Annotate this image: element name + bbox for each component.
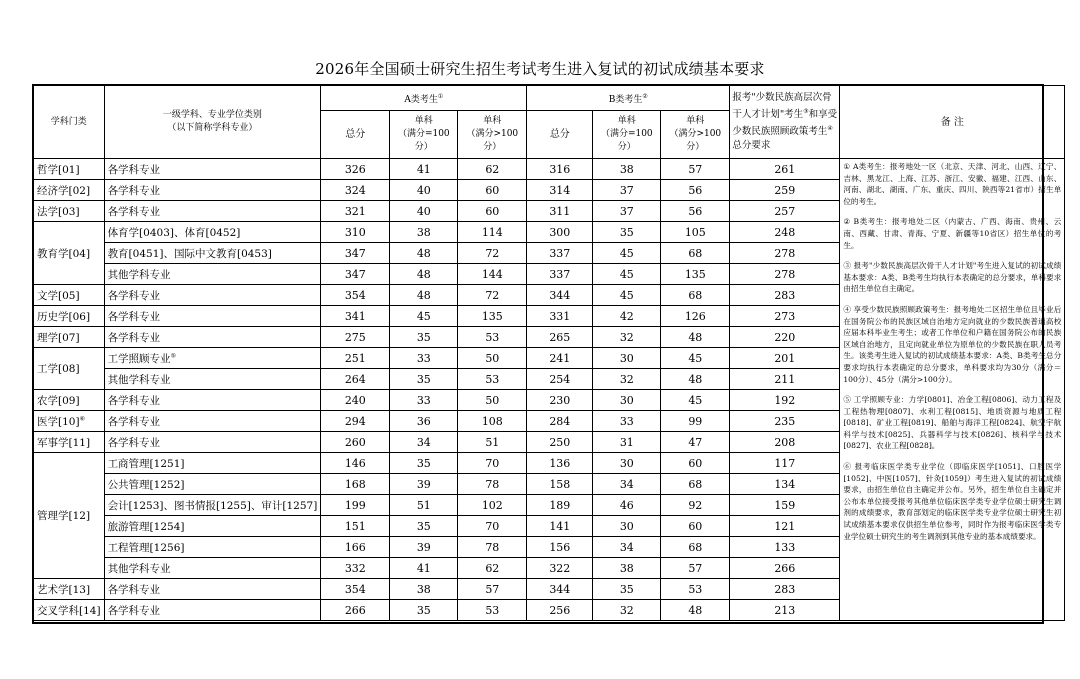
b-total-cell: 250 — [527, 432, 593, 453]
minority-total-cell: 273 — [730, 306, 840, 327]
b-total-cell: 344 — [527, 579, 593, 600]
category-cell — [34, 390, 105, 411]
major-cell — [104, 390, 321, 411]
b-single2-cell: 57 — [661, 159, 730, 180]
b-total-cell: 230 — [527, 390, 593, 411]
remark-note: ⑥ 报考临床医学类专业学位（即临床医学[1051]、口腔医学[1052]、中医[1057]、针灸[1059]）考生进入复试的初试成绩要求，由招生单位自主确定并公布。另外，招生单位自主确定并公布本单位接受报考其他单位临床医学类专业学位硕士研究生调剂的成绩要求，教育部划定的临床医学类专业学位硕士研究生初试成绩基本要求仅供招生单位参考，同时作为报考临床医学类专业学位硕士研究生的考生调剂到其他专业的基本成绩要求。 — [843, 462, 1062, 541]
major-cell — [104, 558, 321, 579]
major-cell — [104, 537, 321, 558]
b-single2-cell: 56 — [661, 180, 730, 201]
major-cell — [104, 180, 321, 201]
header-category: 学科门类 — [34, 86, 105, 159]
a-single-cell: 38 — [390, 579, 458, 600]
a-single-cell: 35 — [390, 453, 458, 474]
category-cell — [34, 306, 105, 327]
major-cell — [104, 348, 321, 369]
a-single-cell: 41 — [390, 558, 458, 579]
a-single-cell: 48 — [390, 243, 458, 264]
minority-total-cell: 208 — [730, 432, 840, 453]
b-single-cell: 32 — [593, 327, 661, 348]
major-label: 各学科专业 — [107, 184, 161, 197]
header-a-single — [390, 111, 458, 159]
minority-total-cell: 259 — [730, 180, 840, 201]
category-label: 文学[05] — [37, 289, 80, 302]
a-single2-cell: 72 — [458, 285, 527, 306]
minority-total-cell: 134 — [730, 474, 840, 495]
b-single2-line1: 单科 — [686, 116, 705, 126]
a-single-cell: 45 — [390, 306, 458, 327]
category-label: 经济学[02] — [37, 184, 91, 197]
b-single-cell: 35 — [593, 222, 661, 243]
remark-note: ④ 享受少数民族照顾政策考生：报考地处二区招生单位且毕业后在国务院公布的民族区域自治地方定向就业的少数民族普通高校应届本科毕业生考生；或者工作单位和户籍在国务院公布的民族区域自治地方，且定向就业单位为原单位的少数民族在职人员考生。该类考生进入复试的初试成绩基本要求：A类、B类考生总分要求均执行本表确定的总分要求，单科要求均为30分（满分＝100分）、45分（满分>100分）。 — [843, 304, 1062, 384]
b-single-cell: 38 — [593, 159, 661, 180]
minority-total-cell: 121 — [730, 516, 840, 537]
category-label: 工学[08] — [37, 363, 80, 375]
b-single2-cell: 126 — [661, 306, 730, 327]
b-single-cell: 45 — [593, 243, 661, 264]
minority-text-1: 报考"少数民族高层次骨干人才计划"考生 — [732, 91, 832, 120]
a-single2-cell: 51 — [458, 432, 527, 453]
b-single-line1: 单科 — [617, 116, 636, 126]
category-label: 哲学[01] — [37, 163, 80, 176]
major-label: 工商管理[1251] — [107, 457, 185, 470]
a-single2-cell: 144 — [458, 264, 527, 285]
b-total-cell: 284 — [527, 411, 593, 432]
major-cell — [104, 516, 321, 537]
category-cell — [34, 327, 105, 348]
header-remarks: 备 注 — [840, 86, 1065, 159]
a-total-cell: 341 — [321, 306, 390, 327]
group-a-label: A类考生 — [404, 94, 438, 105]
b-total-cell: 141 — [527, 516, 593, 537]
b-single-cell: 31 — [593, 432, 661, 453]
header-group-a — [321, 86, 527, 111]
b-single2-cell: 48 — [661, 327, 730, 348]
b-single2-line2: （满分>100分） — [669, 129, 722, 152]
a-single-cell: 33 — [390, 348, 458, 369]
b-single-line2: （满分=100分） — [600, 129, 653, 152]
b-single2-cell: 57 — [661, 558, 730, 579]
major-cell — [104, 600, 321, 621]
major-cell — [104, 264, 321, 285]
category-label: 法学[03] — [37, 205, 80, 218]
remark-note: ⑤ 工学照顾专业：力学[0801]、冶金工程[0806]、动力工程及工程热物理[0807]、水利工程[0815]、地质资源与地质工程[0818]、矿业工程[0819]、船舶与海洋工程[0824]、航空宇航科学与技术[0825]、兵器科学与技术[0826]、核科学与技术[0827]、农业工程[0828]。 — [843, 395, 1062, 451]
a-total-cell: 166 — [321, 537, 390, 558]
major-label: 各学科专业 — [107, 205, 161, 218]
category-label: 医学[10] — [37, 415, 80, 428]
b-single-cell: 33 — [593, 411, 661, 432]
header-b-single2 — [661, 111, 730, 159]
category-sup: ⑥ — [79, 415, 85, 422]
major-cell — [104, 306, 321, 327]
a-total-cell: 354 — [321, 579, 390, 600]
a-single-cell: 40 — [390, 201, 458, 222]
a-single2-cell: 53 — [458, 327, 527, 348]
b-single2-cell: 68 — [661, 285, 730, 306]
a-total-cell: 275 — [321, 327, 390, 348]
major-label: 各学科专业 — [107, 436, 161, 449]
a-single-cell: 51 — [390, 495, 458, 516]
b-total-cell: 344 — [527, 285, 593, 306]
major-cell — [104, 327, 321, 348]
header-discipline — [104, 86, 321, 159]
header-discipline-line2: （以下简称学科专业） — [167, 123, 258, 133]
b-single-cell: 42 — [593, 306, 661, 327]
a-total-cell: 199 — [321, 495, 390, 516]
b-single-cell: 32 — [593, 369, 661, 390]
major-cell — [104, 285, 321, 306]
b-total-cell: 337 — [527, 243, 593, 264]
a-single-cell: 39 — [390, 474, 458, 495]
major-label: 公共管理[1252] — [107, 478, 185, 491]
b-total-cell: 241 — [527, 348, 593, 369]
a-single2-cell: 114 — [458, 222, 527, 243]
major-label: 其他学科专业 — [107, 373, 171, 386]
a-single2-cell: 50 — [458, 348, 527, 369]
major-cell — [104, 243, 321, 264]
category-label: 教育学[04] — [37, 247, 91, 260]
a-single-cell: 35 — [390, 516, 458, 537]
a-single2-cell: 78 — [458, 537, 527, 558]
category-label: 理学[07] — [37, 331, 80, 344]
a-total-cell: 332 — [321, 558, 390, 579]
major-label: 各学科专业 — [107, 583, 161, 596]
major-cell — [104, 411, 321, 432]
category-cell — [34, 201, 105, 222]
a-total-cell: 354 — [321, 285, 390, 306]
category-cell — [34, 348, 105, 390]
major-sup: ⑤ — [170, 352, 176, 359]
minority-total-cell: 278 — [730, 264, 840, 285]
major-label: 各学科专业 — [107, 415, 161, 428]
a-total-cell: 324 — [321, 180, 390, 201]
b-single2-cell: 105 — [661, 222, 730, 243]
a-single-line1: 单科 — [414, 116, 433, 126]
a-single-cell: 48 — [390, 285, 458, 306]
header-a-total: 总分 — [321, 111, 390, 159]
major-label: 教育[0451]、国际中文教育[0453] — [107, 247, 272, 260]
b-total-cell: 316 — [527, 159, 593, 180]
major-label: 旅游管理[1254] — [107, 520, 185, 533]
a-single-cell: 48 — [390, 264, 458, 285]
group-a-sup: ① — [437, 92, 444, 100]
a-total-cell: 264 — [321, 369, 390, 390]
a-single-cell: 35 — [390, 600, 458, 621]
category-label: 军事学[11] — [37, 436, 91, 449]
minority-total-cell: 133 — [730, 537, 840, 558]
major-cell — [104, 369, 321, 390]
minority-total-cell: 201 — [730, 348, 840, 369]
a-single-cell: 38 — [390, 222, 458, 243]
b-single-cell: 32 — [593, 600, 661, 621]
category-cell — [34, 180, 105, 201]
a-single2-cell: 60 — [458, 201, 527, 222]
major-label: 各学科专业 — [107, 394, 161, 407]
b-single2-cell: 92 — [661, 495, 730, 516]
minority-total-cell: 192 — [730, 390, 840, 411]
header-b-total: 总分 — [527, 111, 593, 159]
header-a-single2 — [458, 111, 527, 159]
b-single-cell: 38 — [593, 558, 661, 579]
b-single-cell: 45 — [593, 285, 661, 306]
category-label: 历史学[06] — [37, 310, 91, 323]
major-label: 各学科专业 — [107, 310, 161, 323]
major-cell — [104, 201, 321, 222]
b-total-cell: 254 — [527, 369, 593, 390]
b-single2-cell: 68 — [661, 243, 730, 264]
category-label: 农学[09] — [37, 394, 80, 407]
b-single-cell: 34 — [593, 474, 661, 495]
b-single2-cell: 45 — [661, 348, 730, 369]
a-single-cell: 35 — [390, 369, 458, 390]
b-single-cell: 35 — [593, 579, 661, 600]
a-single2-cell: 135 — [458, 306, 527, 327]
major-cell — [104, 159, 321, 180]
a-single2-cell: 108 — [458, 411, 527, 432]
a-single-cell: 41 — [390, 159, 458, 180]
minority-total-cell: 248 — [730, 222, 840, 243]
minority-total-cell: 159 — [730, 495, 840, 516]
a-total-cell: 251 — [321, 348, 390, 369]
b-single-cell: 30 — [593, 516, 661, 537]
a-total-cell: 168 — [321, 474, 390, 495]
major-label: 各学科专业 — [107, 289, 161, 302]
b-single2-cell: 53 — [661, 579, 730, 600]
category-label: 管理学[12] — [37, 510, 91, 522]
b-single2-cell: 60 — [661, 453, 730, 474]
a-total-cell: 294 — [321, 411, 390, 432]
category-cell — [34, 579, 105, 600]
category-cell — [34, 285, 105, 306]
a-single-cell: 33 — [390, 390, 458, 411]
category-cell — [34, 159, 105, 180]
major-cell — [104, 495, 321, 516]
a-total-cell: 321 — [321, 201, 390, 222]
a-total-cell: 240 — [321, 390, 390, 411]
category-cell — [34, 432, 105, 453]
b-total-cell: 337 — [527, 264, 593, 285]
minority-text-2: 和享受少数民族照顾政策考生 — [732, 109, 838, 138]
b-total-cell: 300 — [527, 222, 593, 243]
minority-total-cell: 283 — [730, 579, 840, 600]
category-label: 艺术学[13] — [37, 583, 91, 596]
b-single2-cell: 60 — [661, 516, 730, 537]
header-group-b — [527, 86, 730, 111]
b-single-cell: 37 — [593, 180, 661, 201]
category-cell — [34, 222, 105, 285]
minority-sup-1: ③ — [803, 107, 809, 115]
minority-total-cell: 220 — [730, 327, 840, 348]
b-single2-cell: 48 — [661, 369, 730, 390]
a-single2-cell: 78 — [458, 474, 527, 495]
a-single2-cell: 50 — [458, 390, 527, 411]
b-single-cell: 30 — [593, 390, 661, 411]
group-b-label: B类考生 — [608, 94, 643, 105]
remark-note: ③ 报考"少数民族高层次骨干人才计划"考生进入复试的初试成绩基本要求：A类、B类考生均执行本表确定的总分要求，单科要求由招生单位自主确定。 — [843, 261, 1062, 294]
minority-total-cell: 213 — [730, 600, 840, 621]
a-single-cell: 40 — [390, 180, 458, 201]
a-total-cell: 266 — [321, 600, 390, 621]
header-b-single — [593, 111, 661, 159]
page-title: 2026年全国硕士研究生招生考试考生进入复试的初试成绩基本要求 — [315, 60, 765, 78]
a-single-cell: 34 — [390, 432, 458, 453]
major-label: 其他学科专业 — [107, 268, 171, 281]
major-label: 各学科专业 — [107, 604, 161, 617]
a-single2-cell: 53 — [458, 369, 527, 390]
remark-note: ① A类考生：报考地处一区（北京、天津、河北、山西、辽宁、吉林、黑龙江、上海、江苏、浙江、安徽、福建、江西、山东、河南、湖北、湖南、广东、重庆、四川、陕西等21省市）招生单位的考生。 — [843, 162, 1062, 206]
a-single-line2: （满分=100分） — [397, 129, 450, 152]
b-total-cell: 265 — [527, 327, 593, 348]
major-cell — [104, 432, 321, 453]
a-single2-cell: 57 — [458, 579, 527, 600]
b-total-cell: 311 — [527, 201, 593, 222]
b-single-cell: 37 — [593, 201, 661, 222]
b-total-cell: 256 — [527, 600, 593, 621]
a-single2-cell: 62 — [458, 159, 527, 180]
minority-total-cell: 266 — [730, 558, 840, 579]
a-total-cell: 260 — [321, 432, 390, 453]
major-label: 工学照顾专业 — [107, 352, 171, 365]
b-single2-cell: 47 — [661, 432, 730, 453]
a-single2-cell: 102 — [458, 495, 527, 516]
a-single-cell: 35 — [390, 327, 458, 348]
category-cell — [34, 411, 105, 432]
b-single2-cell: 68 — [661, 474, 730, 495]
b-single2-cell: 56 — [661, 201, 730, 222]
a-total-cell: 146 — [321, 453, 390, 474]
group-b-sup: ② — [642, 92, 648, 100]
b-single-cell: 30 — [593, 348, 661, 369]
minority-text-3: 总分要求 — [732, 140, 771, 152]
b-single-cell: 34 — [593, 537, 661, 558]
a-total-cell: 347 — [321, 264, 390, 285]
a-single2-cell: 53 — [458, 600, 527, 621]
minority-total-cell: 278 — [730, 243, 840, 264]
b-total-cell: 189 — [527, 495, 593, 516]
b-total-cell: 331 — [527, 306, 593, 327]
b-single-cell: 30 — [593, 453, 661, 474]
b-single-cell: 45 — [593, 264, 661, 285]
a-single-cell: 39 — [390, 537, 458, 558]
b-single2-cell: 68 — [661, 537, 730, 558]
a-single2-cell: 62 — [458, 558, 527, 579]
remark-note: ② B类考生：报考地处二区（内蒙古、广西、海南、贵州、云南、西藏、甘肃、青海、宁夏、新疆等10省区）招生单位的考生。 — [843, 217, 1062, 250]
header-discipline-line1: 一级学科、专业学位类别 — [162, 110, 262, 120]
minority-sup-2: ④ — [827, 125, 833, 132]
minority-total-cell: 261 — [730, 159, 840, 180]
minority-total-cell: 283 — [730, 285, 840, 306]
a-total-cell: 310 — [321, 222, 390, 243]
major-label: 会计[1253]、图书情报[1255]、审计[1257] — [107, 499, 318, 512]
a-single-cell: 36 — [390, 411, 458, 432]
b-total-cell: 156 — [527, 537, 593, 558]
major-label: 工程管理[1256] — [107, 541, 185, 554]
minority-total-cell: 235 — [730, 411, 840, 432]
b-single2-cell: 135 — [661, 264, 730, 285]
major-cell — [104, 453, 321, 474]
a-single2-cell: 60 — [458, 180, 527, 201]
minority-total-cell: 117 — [730, 453, 840, 474]
major-label: 其他学科专业 — [107, 562, 171, 575]
category-cell — [34, 600, 105, 621]
major-cell — [104, 579, 321, 600]
a-single2-line2: （满分>100分） — [466, 129, 519, 152]
minority-total-cell: 211 — [730, 369, 840, 390]
score-table — [33, 85, 1065, 621]
major-cell — [104, 222, 321, 243]
b-total-cell: 158 — [527, 474, 593, 495]
a-total-cell: 347 — [321, 243, 390, 264]
major-cell — [104, 474, 321, 495]
a-total-cell: 151 — [321, 516, 390, 537]
header-minority — [730, 86, 840, 159]
b-single2-cell: 45 — [661, 390, 730, 411]
b-single-cell: 46 — [593, 495, 661, 516]
table-row — [34, 159, 1065, 180]
major-label: 各学科专业 — [107, 163, 161, 176]
a-single2-cell: 70 — [458, 453, 527, 474]
category-label: 交叉学科[14] — [37, 604, 101, 617]
a-single2-line1: 单科 — [483, 116, 502, 126]
major-label: 各学科专业 — [107, 331, 161, 344]
remarks-cell — [840, 159, 1065, 621]
category-cell — [34, 453, 105, 579]
b-single2-cell: 48 — [661, 600, 730, 621]
minority-total-cell: 257 — [730, 201, 840, 222]
major-label: 体育学[0403]、体育[0452] — [107, 226, 241, 239]
b-total-cell: 136 — [527, 453, 593, 474]
b-total-cell: 314 — [527, 180, 593, 201]
b-single2-cell: 99 — [661, 411, 730, 432]
a-single2-cell: 70 — [458, 516, 527, 537]
a-single2-cell: 72 — [458, 243, 527, 264]
b-total-cell: 322 — [527, 558, 593, 579]
a-total-cell: 326 — [321, 159, 390, 180]
